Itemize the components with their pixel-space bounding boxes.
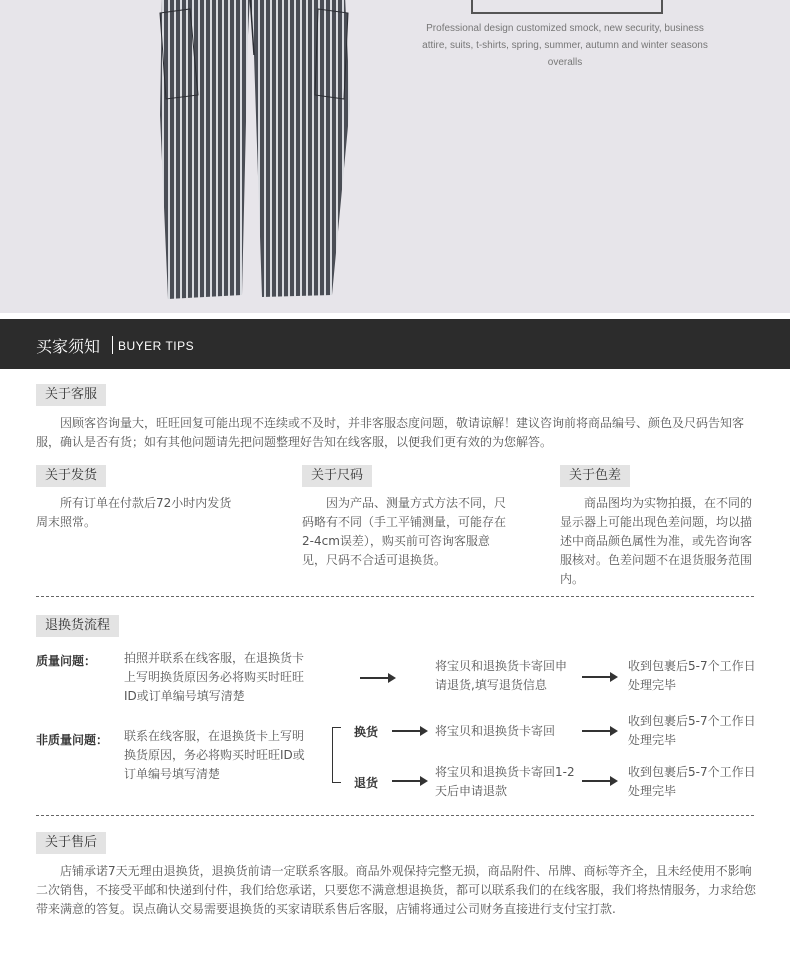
arrow-right-icon [392, 780, 426, 782]
refund-step3: 收到包裹后5-7个工作日处理完毕 [628, 765, 756, 798]
color-difference-text: 商品图均为实物拍摄，在不同的显示器上可能出现色差问题，均以描述中商品颜色属性为准，或先咨询客服核对。色差问题不在退货服务范围内。 [560, 496, 753, 586]
arrow-right-icon [582, 676, 616, 678]
exchange-step2: 将宝贝和退换货卡寄回 [435, 724, 556, 738]
customer-service-tag: 关于客服 [36, 384, 106, 406]
banner-title-cn: 买家须知 [36, 337, 101, 356]
banner-title-en: BUYER TIPS [118, 339, 195, 353]
color-difference-tag: 关于色差 [560, 465, 630, 487]
arrow-right-icon [582, 730, 616, 732]
sizing-text: 因为产品、测量方式方法不同，尺码略有不同（手工平铺测量，可能存在2-4cm误差），购买前可咨询客服意见，尺码不合适可退换货。 [302, 496, 507, 567]
quality-issue-label: 质量问题： [36, 654, 97, 668]
buyer-tips-banner [0, 319, 790, 369]
hero-frame-decoration [471, 0, 663, 14]
arrow-right-icon [392, 730, 426, 732]
dashed-divider [36, 815, 754, 816]
product-description: Professional design customized smock, new security, business attire, suits, t-shirts, spring, summer, autumn and winter seasons overalls [422, 23, 708, 68]
dashed-divider [36, 596, 754, 597]
banner-separator [112, 336, 113, 354]
arrow-right-icon [582, 780, 616, 782]
non-quality-issue-step1: 联系在线客服，在退换货卡上写明换货原因，务必将购买时旺旺ID或订单编号填写清楚 [124, 729, 305, 781]
shipping-tag: 关于发货 [36, 465, 106, 487]
arrow-right-icon [360, 677, 394, 679]
exchange-step3: 收到包裹后5-7个工作日处理完毕 [628, 714, 756, 747]
exchange-label: 换货 [354, 725, 379, 739]
refund-step2: 将宝贝和退换货卡寄回1-2天后申请退款 [435, 765, 575, 798]
sizing-tag: 关于尺码 [302, 465, 372, 487]
flow-bracket [332, 727, 341, 783]
after-sales-text: 店铺承诺7天无理由退换货，退换货前请一定联系客服。商品外观保持完整无损，商品附件、吊牌、商标等齐全，且未经使用不影响二次销售，不接受平邮和快递到付件，我们给您承诺，只要您不满意想退换货，都可以联系我们的在线客服，我们将热情服务，力求给您带来满意的答复。误点确认交易需要退换货的买家请联系售后客服，店铺将通过公司财务直接进行支付宝打款. [36, 864, 757, 916]
non-quality-issue-label: 非质量问题： [36, 733, 109, 747]
customer-service-text: 因顾客咨询量大，旺旺回复可能出现不连续或不及时，并非客服态度问题，敬请谅解！建议咨询前将商品编号、颜色及尺码告知客服，确认是否有货；如有其他问题请先把问题整理好告知在线客服，以便我们更有效的为您解答。 [36, 416, 745, 449]
product-photo-area [0, 0, 790, 313]
shipping-text: 所有订单在付款后72小时内发货周末照常。 [36, 496, 232, 529]
returns-process-tag: 退换货流程 [36, 615, 119, 637]
striped-pants-image [150, 0, 360, 307]
after-sales-tag: 关于售后 [36, 832, 106, 854]
refund-label: 退货 [354, 776, 379, 790]
quality-issue-step3: 收到包裹后5-7个工作日处理完毕 [628, 659, 756, 692]
quality-issue-step2: 将宝贝和退换货卡寄回申请退货,填写退货信息 [435, 659, 568, 692]
quality-issue-step1: 拍照并联系在线客服，在退换货卡上写明换货原因务必将购买时旺旺ID或订单编号填写清楚 [124, 651, 305, 703]
